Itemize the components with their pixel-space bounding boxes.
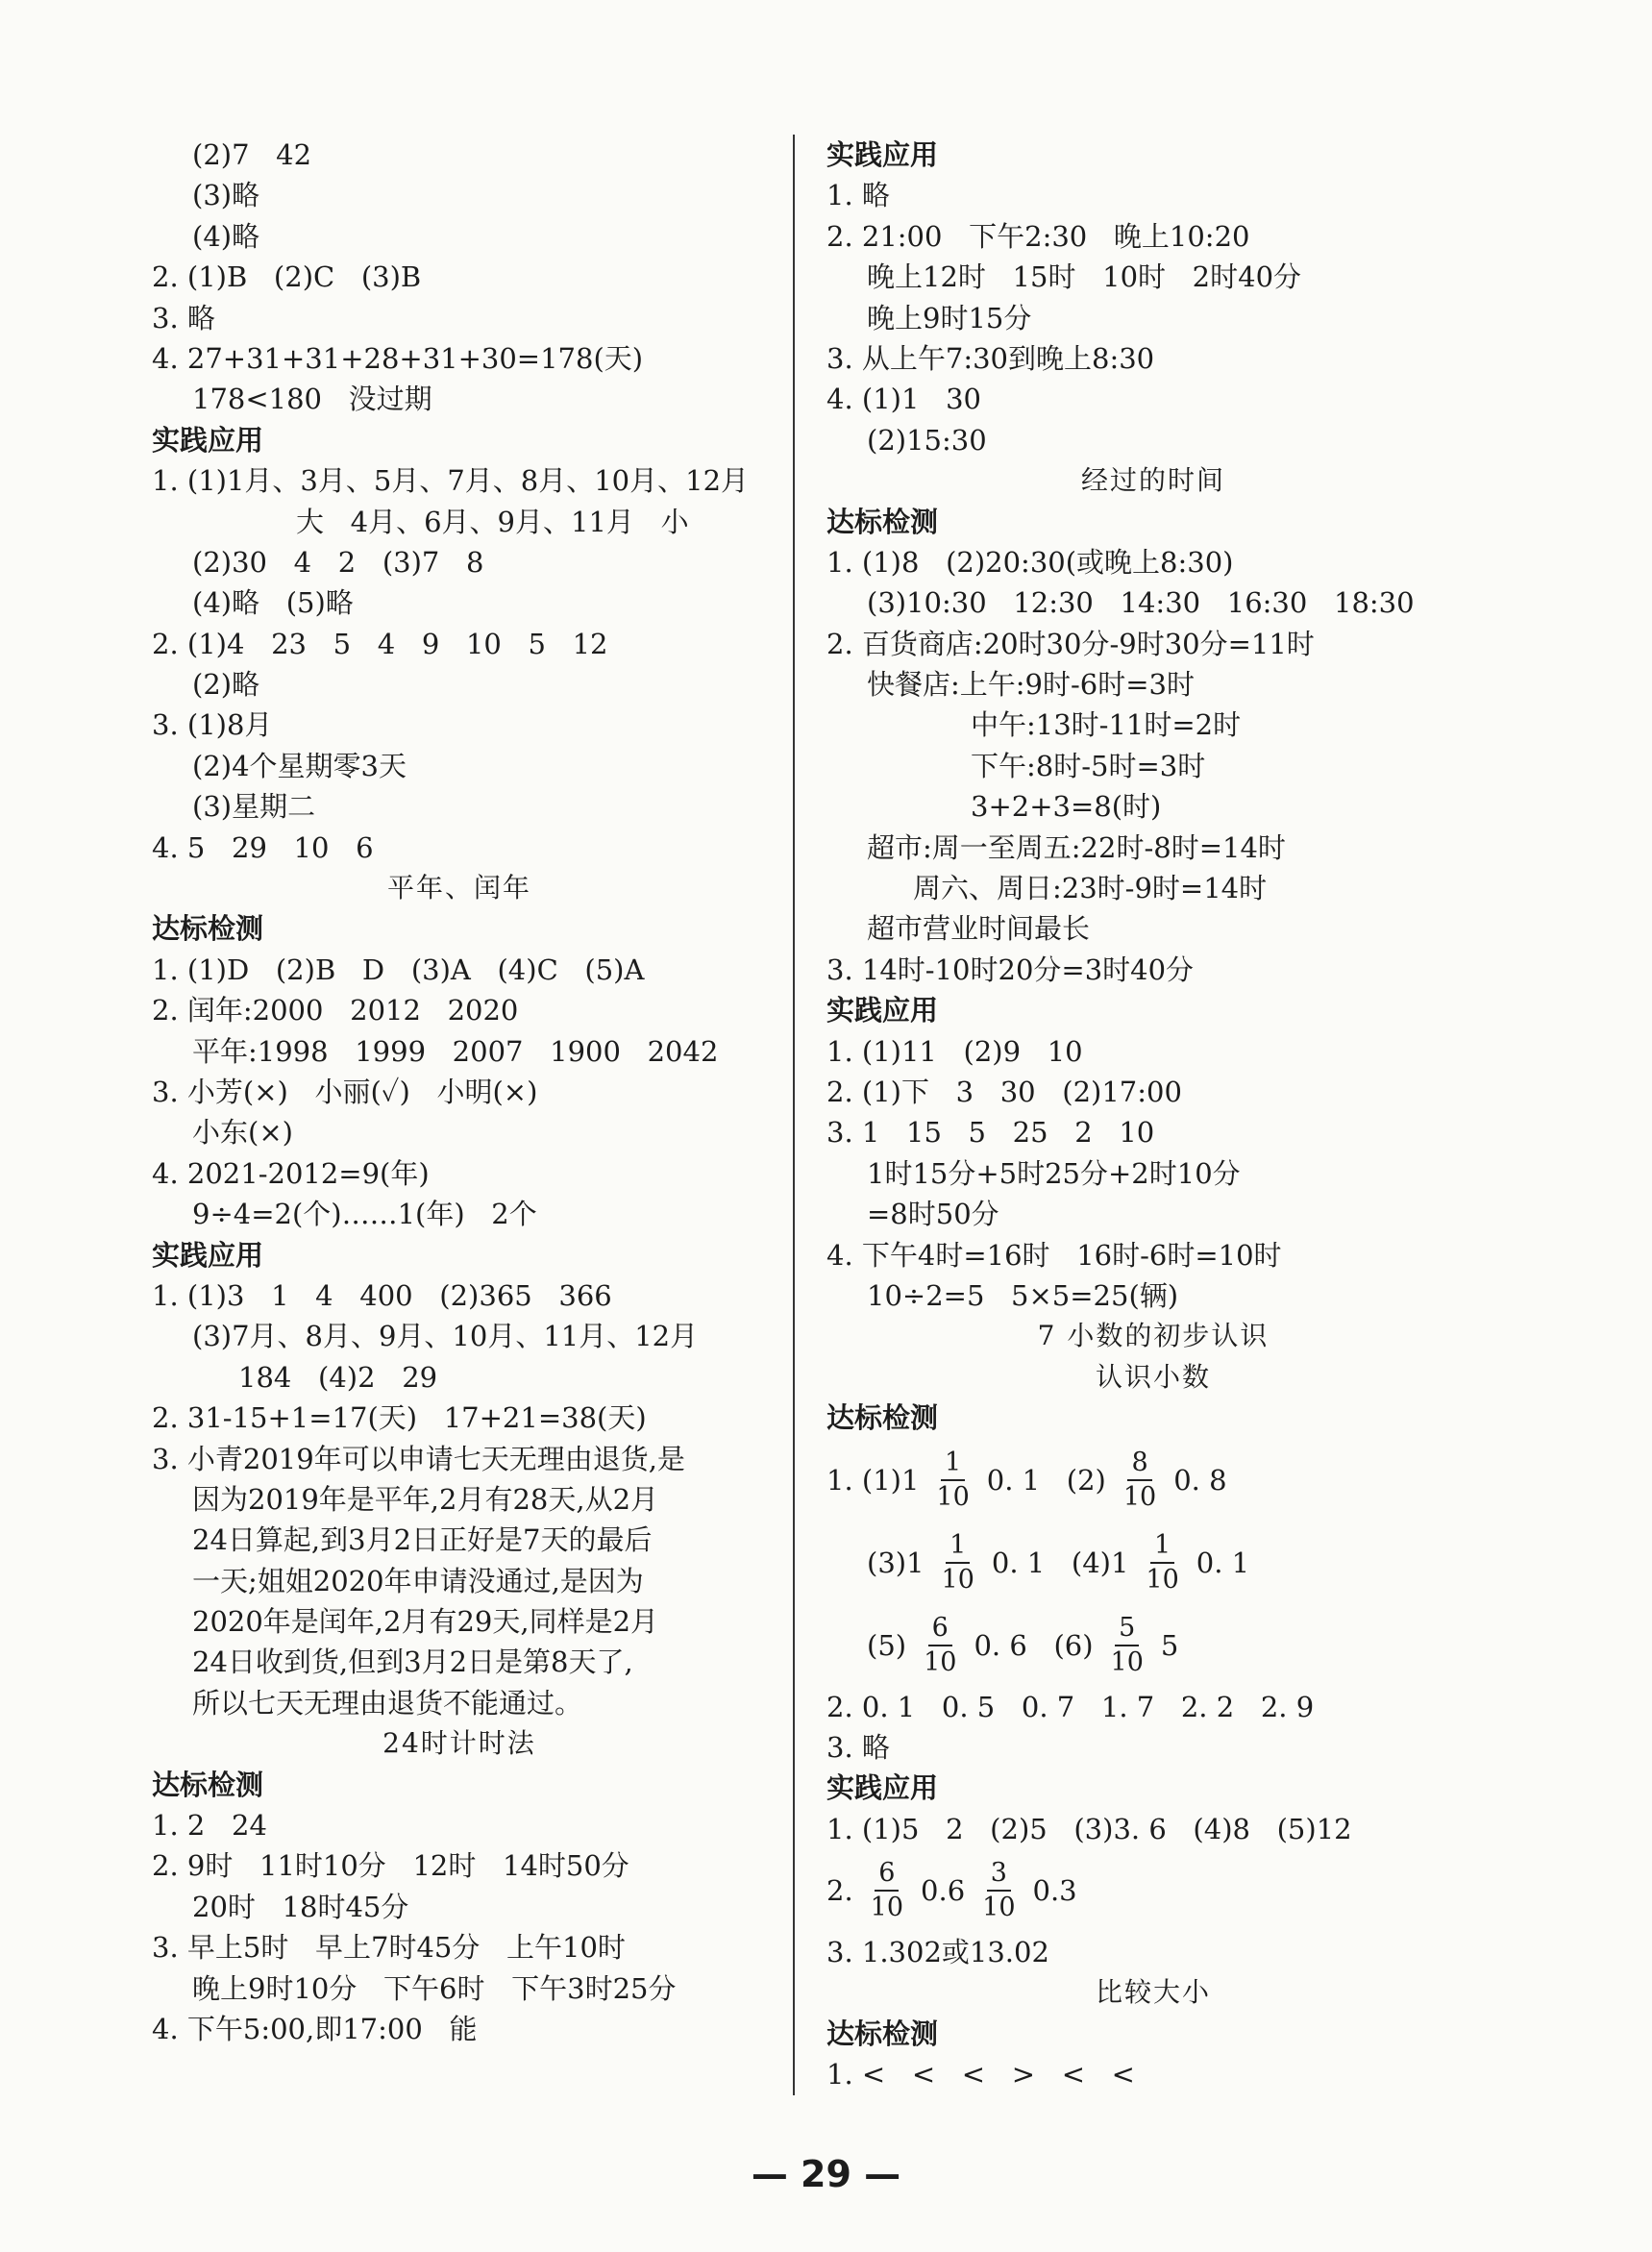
section-heading: 实践应用 (826, 138, 939, 171)
page-number: — 29 — (751, 2153, 901, 2195)
text-line: (2)30 4 2 (3)7 8 (192, 545, 484, 579)
section-heading: 达标检测 (826, 2017, 939, 2050)
text-line: 9÷4=2(个)……1(年) 2个 (192, 1198, 537, 1231)
text-line: 快餐店:上午:9时-6时=3时 (867, 668, 1195, 702)
text-line: 1. (1)D (2)B D (3)A (4)C (5)A (152, 953, 645, 986)
section-heading: 达标检测 (826, 505, 939, 538)
text-line: 晚上9时15分 (867, 301, 1032, 334)
text-line: 1. 略 (826, 179, 890, 212)
text-run: (5) (867, 1628, 907, 1662)
text-line: 10÷2=5 5×5=25(辆) (867, 1278, 1179, 1312)
text-line: 1. (1)11 (2)9 10 (826, 1034, 1083, 1068)
fraction-line (826, 1439, 1480, 1522)
text-line: 2. (1)B (2)C (3)B (152, 260, 422, 294)
text-line: 4. 27+31+31+28+31+30=178(天) (152, 341, 644, 375)
text-line: 4. 5 29 10 6 (152, 830, 374, 864)
text-line: 中午:13时-11时=2时 (971, 708, 1242, 742)
subsection-title: 24时计时法 (382, 1727, 536, 1760)
denominator: 10 (941, 1564, 974, 1595)
text-line: (2)15:30 (867, 423, 987, 457)
text-line: (2)略 (192, 668, 260, 702)
text-line: 2020年是闰年,2月有29天,同样是2月 (192, 1605, 659, 1639)
numerator: 1 (946, 1529, 970, 1564)
text-line: 2. (1)4 23 5 4 9 10 5 12 (152, 627, 608, 660)
text-run: 2. (826, 1874, 853, 1908)
text-line: 4. 下午5:00,即17:00 能 (152, 2012, 478, 2045)
text-line: 3. (1)8月 (152, 708, 273, 742)
text-line: 3. 从上午7:30到晚上8:30 (826, 341, 1155, 375)
text-line: 2. (1)下 3 30 (2)17:00 (826, 1075, 1182, 1108)
fraction (932, 1447, 973, 1514)
chapter-title: 7 小数的初步认识 (1037, 1320, 1270, 1352)
fraction (978, 1857, 1019, 1924)
text-run: 5 (1160, 1628, 1179, 1662)
section-heading: 实践应用 (152, 1238, 264, 1272)
numerator: 5 (1115, 1612, 1139, 1646)
text-line: 4. 下午4时=16时 16时-6时=10时 (826, 1238, 1282, 1272)
text-line: 3. 略 (152, 301, 215, 334)
text-line: (2)4个星期零3天 (192, 749, 407, 782)
text-line: (2)7 42 (192, 138, 312, 171)
subsection-title: 平年、闰年 (386, 872, 531, 904)
text-line: 晚上12时 15时 10时 2时40分 (867, 260, 1302, 294)
text-line: 24日算起,到3月2日正好是7天的最后 (192, 1523, 653, 1557)
fraction (867, 1857, 907, 1924)
text-line: (3)略 (192, 179, 260, 212)
section-heading: 实践应用 (152, 423, 264, 457)
text-line: 2. 0. 1 0. 5 0. 7 1. 7 2. 2 2. 9 (826, 1690, 1315, 1723)
text-line: 平年:1998 1999 2007 1900 2042 (192, 1034, 719, 1068)
text-line: 3. 1 15 5 25 2 10 (826, 1116, 1155, 1150)
text-line: 178<180 没过期 (192, 383, 432, 416)
text-line: 3. 早上5时 早上7时45分 上午10时 (152, 1931, 626, 1965)
fraction (920, 1612, 960, 1679)
text-line: 大 4月、6月、9月、11月 小 (296, 505, 689, 538)
denominator: 10 (982, 1893, 1016, 1923)
text-line: 2. 闰年:2000 2012 2020 (152, 994, 519, 1027)
text-line: 4. (1)1 30 (826, 383, 981, 416)
section-heading: 实践应用 (826, 994, 939, 1027)
denominator: 10 (1146, 1564, 1179, 1595)
numerator: 1 (1150, 1529, 1174, 1564)
text-line: 因为2019年是平年,2月有28天,从2月 (192, 1482, 659, 1516)
text-line: (3)10:30 12:30 14:30 16:30 18:30 (867, 586, 1415, 620)
text-line: (4)略 (5)略 (192, 586, 354, 620)
denominator: 10 (936, 1481, 970, 1512)
text-run: 0. 6 (6) (974, 1628, 1094, 1662)
text-line: 1. 2 24 (152, 1809, 267, 1843)
text-run: 1. (1)1 (826, 1463, 920, 1497)
text-run: 0. 1 (4)1 (991, 1546, 1129, 1579)
text-line: 一天;姐姐2020年申请没通过,是因为 (192, 1564, 644, 1597)
column-divider (793, 135, 795, 2095)
text-line: 1. (1)8 (2)20:30(或晚上8:30) (826, 545, 1234, 579)
text-line: 1. (1)3 1 4 400 (2)365 366 (152, 1278, 612, 1312)
text-line: 1时15分+5时25分+2时10分 (867, 1156, 1241, 1190)
text-run: 0.6 (921, 1874, 966, 1908)
left-column (152, 135, 767, 2049)
denominator: 10 (924, 1646, 957, 1677)
text-line: 2. 百货商店:20时30分-9时30分=11时 (826, 627, 1315, 660)
fraction (1142, 1529, 1182, 1596)
fraction-line (826, 1849, 1480, 1932)
text-line: 3. 小青2019年可以申请七天无理由退货,是 (152, 1442, 685, 1475)
fraction-line (826, 1604, 1480, 1687)
subsection-title: 经过的时间 (1080, 464, 1225, 497)
text-line: 周六、周日:23时-9时=14时 (913, 872, 1268, 905)
text-line: 24日收到货,但到3月2日是第8天了, (192, 1646, 633, 1679)
text-line: 3. 略 (826, 1730, 890, 1764)
text-run: (3)1 (867, 1546, 925, 1579)
fraction (1107, 1612, 1147, 1679)
text-line: 20时 18时45分 (192, 1890, 409, 1923)
numerator: 6 (928, 1612, 952, 1646)
denominator: 10 (1110, 1646, 1144, 1677)
text-line: 3+2+3=8(时) (971, 790, 1162, 824)
text-line: 小东(×) (192, 1116, 293, 1150)
section-heading: 达标检测 (826, 1401, 939, 1435)
text-line: 1. (1)5 2 (2)5 (3)3. 6 (4)8 (5)12 (826, 1812, 1352, 1845)
text-line: 2. 21:00 下午2:30 晚上10:20 (826, 219, 1250, 253)
text-line: (3)星期二 (192, 790, 316, 824)
text-line: 1. (1)1月、3月、5月、7月、8月、10月、12月 (152, 464, 750, 498)
text-line: (4)略 (192, 219, 260, 253)
text-run: 0. 1 (1196, 1546, 1250, 1579)
text-line: 3. 小芳(×) 小丽(✓) 小明(×) (152, 1075, 538, 1108)
numerator: 6 (875, 1857, 899, 1892)
text-line: 晚上9时10分 下午6时 下午3时25分 (192, 1971, 677, 2005)
text-line: 2. 31-15+1=17(天) 17+21=38(天) (152, 1401, 647, 1435)
text-line: 所以七天无理由退货不能通过。 (192, 1686, 583, 1720)
text-line: 1. < < < > < < (826, 2058, 1135, 2091)
numerator: 3 (987, 1857, 1011, 1892)
fraction (938, 1529, 978, 1596)
section-heading: 实践应用 (826, 1771, 939, 1805)
subsection-title: 认识小数 (1095, 1360, 1211, 1393)
text-line: 3. 1.302或13.02 (826, 1936, 1049, 1969)
text-line: 4. 2021-2012=9(年) (152, 1156, 430, 1190)
section-heading: 达标检测 (152, 1768, 264, 1801)
text-line: 3. 14时-10时20分=3时40分 (826, 953, 1195, 986)
text-line: 2. 9时 11时10分 12时 14时50分 (152, 1849, 629, 1883)
text-line: =8时50分 (867, 1198, 999, 1231)
text-line: 超市营业时间最长 (867, 912, 1091, 946)
fraction-line (826, 1522, 1480, 1604)
subsection-title: 比较大小 (1095, 1976, 1211, 2009)
right-column (826, 135, 1480, 2095)
text-line: 184 (4)2 29 (238, 1360, 438, 1394)
text-run: 0. 1 (2) (986, 1463, 1106, 1497)
text-line: 下午:8时-5时=3时 (971, 749, 1206, 782)
denominator: 10 (870, 1893, 904, 1923)
text-line: 超市:周一至周五:22时-8时=14时 (867, 830, 1286, 864)
section-heading: 达标检测 (152, 912, 264, 946)
numerator: 1 (941, 1447, 965, 1481)
text-run: 0. 8 (1173, 1463, 1227, 1497)
fraction (1120, 1447, 1160, 1514)
denominator: 10 (1122, 1481, 1157, 1512)
numerator: 8 (1127, 1447, 1151, 1481)
text-line: (3)7月、8月、9月、10月、11月、12月 (192, 1320, 699, 1353)
text-run: 0.3 (1032, 1874, 1077, 1908)
